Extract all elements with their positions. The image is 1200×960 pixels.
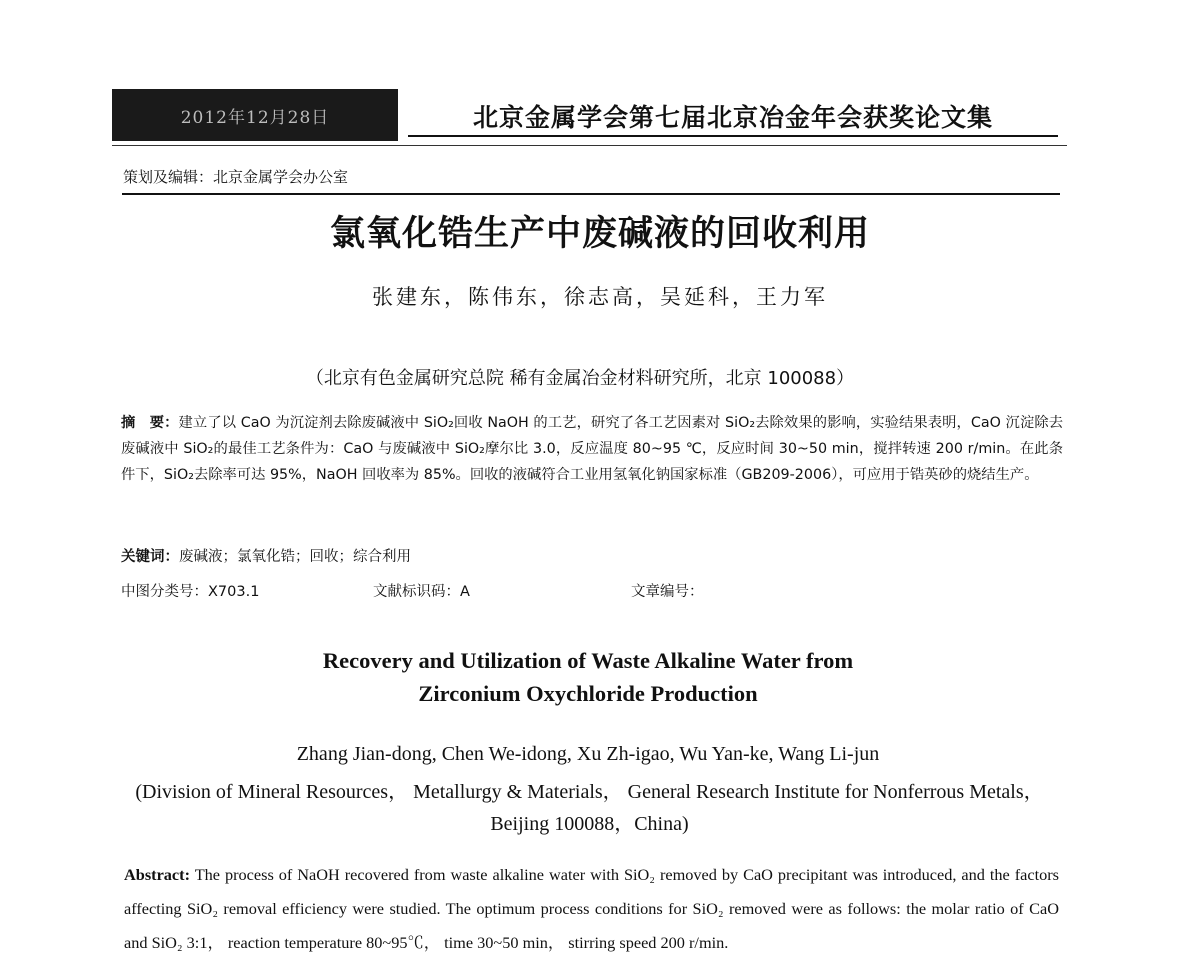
classification-row	[121, 580, 1061, 604]
affiliation-cn: （北京有色金属研究总院 稀有金属冶金材料研究所，北京 100088）	[305, 368, 855, 389]
keywords-text-cn: 废碱液；氯氧化锆；回收；综合利用	[179, 549, 411, 565]
editor-credit: 策划及编辑：北京金属学会办公室	[123, 168, 349, 186]
header-date-box	[112, 89, 398, 141]
abstract-text-cn: 建立了以 CaO 为沉淀剂去除废碱液中 SiO₂回收 NaOH 的工艺，研究了各工艺因素对 SiO₂去除效果的影响，实验结果表明，CaO 沉淀除去废碱液中 SiO₂的最佳工艺条件为：CaO 与废碱液中 SiO₂摩尔比 3.0，反应温度 80~95 ℃，反应时间 30~50 min，搅拌转速 200 r/min。在此条件下，SiO₂去除率可达 95%，NaOH 回收率为 85%。回收的液碱符合工业用氢氧化钠国家标准（GB209-2006），可应用于锆英砂的烧结生产。	[121, 415, 1064, 483]
classification-number: 中图分类号：X703.1	[121, 584, 260, 600]
paper-title-en-line1: Recovery and Utilization of Waste Alkaline Water from	[322, 648, 854, 673]
proceedings-title: 北京金属学会第七届北京冶金年会获奖论文集	[472, 103, 993, 132]
paper-title-cn: 氯氧化锆生产中废碱液的回收利用	[329, 214, 870, 254]
abstract-en	[124, 858, 1059, 960]
abstract-cn	[121, 410, 1063, 488]
keywords-cn	[121, 545, 411, 566]
affiliation-en: (Division of Mineral Resources， Metallurgy & Materials， General Research Institute for Nonferrous Metals，Beijing 100088，China)	[135, 781, 1044, 835]
header-date: 2012年12月28日	[180, 107, 330, 128]
header-rule-lower	[112, 145, 1067, 146]
abstract-text-en: The process of NaOH recovered from waste alkaline water with SiO₂ removed by CaO precipitant was introduced, and the factors affecting SiO₂ removal efficiency were studied. The optimum process conditions for SiO₂ removed were as follows: the molar ratio of CaO and SiO₂ 3:1， reaction temperature 80~95℃， time 30~50 min， stirring speed 200 r/min.	[124, 865, 1060, 952]
paper-title-en-line2: Zirconium Oxychloride Production	[418, 681, 758, 706]
abstract-label-cn: 摘 要：	[121, 415, 179, 431]
article-number: 文章编号：	[631, 584, 704, 600]
document-code: 文献标识码：A	[373, 584, 470, 600]
keywords-label-cn: 关键词：	[121, 549, 179, 565]
header-rule	[408, 135, 1058, 137]
abstract-label-en: Abstract:	[124, 865, 191, 884]
authors-en: Zhang Jian-dong, Chen We-idong, Xu Zh-igao, Wu Yan-ke, Wang Li-jun	[296, 743, 880, 765]
editor-rule	[122, 193, 1060, 195]
paper-title-en	[0, 644, 1176, 710]
authors-cn: 张建东，陈伟东，徐志高，吴延科，王力军	[372, 285, 828, 309]
